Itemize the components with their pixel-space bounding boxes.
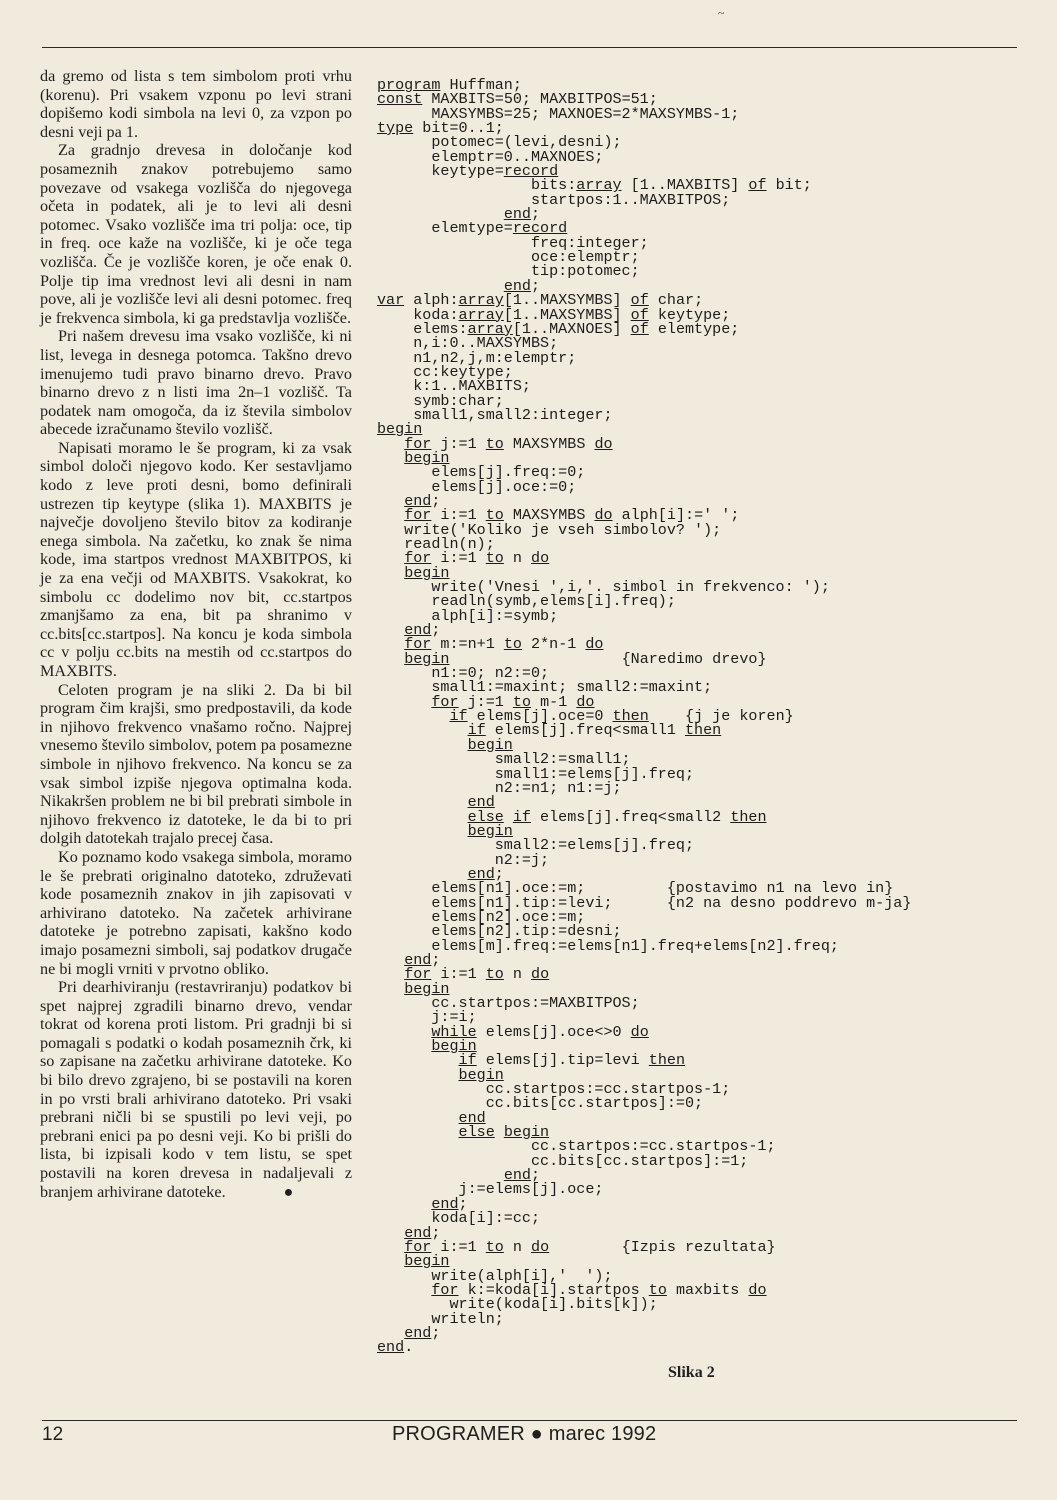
code-keyword: program xyxy=(377,76,441,94)
code-keyword: begin xyxy=(431,1037,477,1056)
code-keyword: end xyxy=(467,864,495,883)
code-keyword: do xyxy=(594,434,613,453)
code-keyword: if xyxy=(449,707,468,726)
code-keyword: do xyxy=(531,549,550,568)
code-keyword: begin xyxy=(467,735,513,754)
pascal-code-listing: program Huffman; const MAXBITS=50; MAXBITPOS=51; MAXSYMBS=25; MAXNOES=2*MAXSYMBS-1; type bit=0..1; potomec=(levi,desni); elemptr=0..MAXNOES; keytype=record bits:array [1..MAXBITS] of bit; startpos:1..MAXBITPOS; end; elemtype=record freq:integer; oce:elemptr; tip:potomec; end; var alph:array[1..MAXSYMBS] of char; koda:array[1..MAXSYMBS] of keytype; elems:array[1..MAXNOES] of elemtype; n,i:0..MAXSYMBS; n1,n2,j,m:elemptr; cc:keytype; k:1..MAXBITS; symb:char; small1,small2:integer; begin for j:=1 to MAXSYMBS do begin elems[j].freq:=0; elems[j].oce:=0; end; for i:=1 to MAXSYMBS do alph[i]:=' '; write('Koliko je vseh simbolov? '); readln(n); for i:=1 to n do begin write('Vnesi ',i,'. simbol in frekvenco: '); readln(symb,elems[i].freq); alph[i]:=symb; end; for m:=n+1 to 2*n-1 do begin {Naredimo drevo} n1:=0; n2:=0; small1:=maxint; small2:=maxint; for j:=1 to m-1 do if elems[j].oce=0 then {j je koren} if elems[j].freq<small1 then begin small2:=small1; small1:=elems[j].freq; n2:=n1; n1:=j; end else if elems[j].freq<small2 then begin small2:=elems[j].freq; n2:=j; end; elems[n1].oce:=m; {postavimo n1 na levo in} elems[n1].tip:=levi; {n2 na desno poddrevo m-ja} elems[n2].oce:=m; elems[n2].tip:=desni; elems[m].freq:=elems[n1].freq+elems[n2].freq; end; for i:=1 to n do begin cc.startpos:=MAXBITPOS; j:=i; while elems[j].oce<>0 do begin if elems[j].tip=levi then begin cc.startpos:=cc.startpos-1; cc.bits[cc.startpos]:=0; end else begin cc.startpos:=cc.startpos-1; cc.bits[cc.startpos]:=1; end; j:=elems[j].oce; end; koda[i]:=cc; end; for i:=1 to n do {Izpis rezultata} begin write(alph[i],' '); for k:=koda[i].startpos to maxbits do write(koda[i].bits[k]); writeln; end; end. xyxy=(377,76,912,1357)
paragraph-5: Celoten program je na sliki 2. Da bi bil program čim krajši, smo predpostavili, da kode in njihovo frekvenco vnašamo ročno. Najprej vnesemo število simbolov, potem pa posamezne simbole in njihovo frekvenco. Na koncu se za vsak simbol izpiše njegova optimalna koda. Nikakršen problem ne bi bil prebrati simbole in njihovo frekvenco iz datoteke, le da bi to pri dolgih datotekah trajalo precej časa. xyxy=(40,680,352,848)
code-keyword: array xyxy=(467,319,513,338)
code-keyword: end xyxy=(404,1223,432,1242)
code-keyword: for xyxy=(404,434,432,453)
code-keyword: of xyxy=(748,176,767,195)
code-keyword: begin xyxy=(467,821,513,840)
code-keyword: to xyxy=(485,434,504,453)
code-keyword: then xyxy=(612,707,649,726)
code-keyword: end xyxy=(404,621,432,640)
code-keyword: begin xyxy=(377,420,423,439)
code-keyword: do xyxy=(594,506,613,525)
code-keyword: array xyxy=(576,176,622,195)
code-keyword: type xyxy=(377,119,414,138)
paragraph-7-text: Pri dearhiviranju (restavriranju) podatkov bi spet najprej zgradili binarno drevo, vendar tokrat od korena proti listom. Pri gradnji bi si pomagali s podatki o kodah posameznih črk, ki so zapisane na začetku arhivirane datoteke. Ko bi bilo drevo zgrajeno, bi se postavili na koren in po vrsti brali arhivirano datoteko. Pri vsaki prebrani ničli bi se spustili po levi veji, po prebrani enici pa po desni veji. Ko bi prišli do lista, bi izpisali kodo v tem listu, se spet postavili na koren drevesa in nadaljevali z branjem arhivirane datoteke. xyxy=(40,978,352,1201)
code-keyword: then xyxy=(684,721,722,740)
magazine-footer: PROGRAMER ● marec 1992 xyxy=(392,1423,657,1445)
code-keyword: for xyxy=(431,1280,459,1299)
header-rule xyxy=(42,47,1017,48)
code-keyword: do xyxy=(630,1022,649,1041)
code-keyword: const xyxy=(377,90,423,109)
code-keyword: begin xyxy=(404,448,450,467)
code-keyword: begin xyxy=(458,1065,504,1084)
code-keyword: to xyxy=(485,506,504,525)
code-keyword: record xyxy=(503,162,559,181)
code-keyword: for xyxy=(404,1237,432,1256)
code-keyword: end xyxy=(404,950,432,969)
code-keyword: begin xyxy=(404,563,450,582)
code-keyword: for xyxy=(431,692,459,711)
code-keyword: begin xyxy=(404,649,450,668)
code-keyword: end xyxy=(404,1323,432,1342)
code-keyword: else xyxy=(467,807,504,826)
code-keyword: record xyxy=(512,219,568,238)
page-number: 12 xyxy=(42,1424,64,1445)
paragraph-7 xyxy=(40,978,352,1202)
paragraph-1: da gremo od lista s tem simbolom proti vrhu (korenu). Pri vsakem vzponu po levi strani dopišemo kodi simbola na levi 0, za vzpon po desni veji pa 1. xyxy=(40,67,352,141)
code-keyword: end xyxy=(467,793,495,812)
code-keyword: then xyxy=(730,807,767,826)
code-keyword: else xyxy=(458,1123,495,1142)
code-keyword: begin xyxy=(503,1123,550,1142)
code-keyword: to xyxy=(485,549,504,568)
code-keyword: of xyxy=(630,319,649,338)
code-keyword: to xyxy=(485,965,504,984)
code-keyword: while xyxy=(431,1022,477,1041)
paragraph-4: Napisati moramo le še program, ki za vsak simbol določi njegovo kodo. Ker sestavljamo kodo z leve proti desni, bomo definirali ustrezen tip keytype (slika 1). MAXBITS je največje dovoljeno število bitov za kodiranje enega simbola. Na začetku, ko znak še nima kode, ima startpos vrednost MAXBITPOS, ki je za ena večji od MAXBITS. Vsakokrat, ko simbolu cc dodelimo nov bit, cc.startpos zmanjšamo za ena, bit pa shranimo v cc.bits[cc.startpos]. Na koncu je koda simbola cc v polju cc.bits na mestih od cc.startpos do MAXBITS. xyxy=(40,438,352,680)
code-keyword: to xyxy=(648,1280,667,1299)
code-keyword: end xyxy=(458,1108,486,1127)
code-keyword: to xyxy=(512,692,532,711)
code-keyword: do xyxy=(576,692,595,711)
paragraph-2: Za gradnjo drevesa in določanje kod posameznih znakov potrebujemo samo povezave od vsakega vozlišča do njegovega očeta in podatek, ali je to levi ali desni potomec. Vsako vozlišče ima tri polja: oce, tip in freq. oce kaže na vozlišče, ki je oče tega vozlišča. Če je vozlišče koren, je oče enak 0. Polje tip ima vrednost levi ali desni in nam pove, ali je vozlišče levi ali desni potomec. freq je frekvenca simbola, ki ga predstavlja vozlišče. xyxy=(40,141,352,327)
code-keyword: for xyxy=(404,506,432,525)
code-keyword: then xyxy=(648,1051,685,1070)
footer-rule xyxy=(42,1420,1017,1421)
code-keyword: of xyxy=(630,291,649,310)
figure-caption: Slika 2 xyxy=(668,1364,715,1381)
end-of-article-bullet: ● xyxy=(283,1183,294,1201)
code-keyword: begin xyxy=(404,1252,450,1271)
code-keyword: end xyxy=(503,205,531,224)
code-keyword: for xyxy=(404,635,432,654)
code-keyword: if xyxy=(458,1051,477,1070)
code-keyword: to xyxy=(503,635,522,654)
code-keyword: for xyxy=(404,965,432,984)
code-keyword: begin xyxy=(404,979,450,998)
code-keyword: end xyxy=(503,1166,531,1185)
code-keyword: for xyxy=(404,549,432,568)
paragraph-6: Ko poznamo kodo vsakega simbola, moramo le še prebrati originalno datoteko, združevati kode posameznih znakov in jih zapisovati v arhivirano datoteko. Na začetek arhivirane datoteke je potrebno zapisati, kakšno kodo imajo posamezni simboli, saj podatkov drugače ne bi mogli vrniti v prvotno obliko. xyxy=(40,847,352,978)
code-keyword: do xyxy=(585,635,604,654)
code-keyword: end xyxy=(377,1338,405,1357)
code-keyword: end xyxy=(404,491,432,510)
code-keyword: end xyxy=(503,276,531,295)
code-keyword: var xyxy=(377,291,405,310)
code-keyword: do xyxy=(531,965,550,984)
paragraph-3: Pri našem drevesu ima vsako vozlišče, ki ni list, levega in desnega potomca. Takšno drevo imenujemo tudi pravo binarno drevo. Pravo binarno drevo z n listi ima 2n–1 vozlišč. Ta podatek nam omogoča, da iz števila simbolov abecede izračunamo število vozlišč. xyxy=(40,327,352,439)
code-keyword: end xyxy=(431,1194,459,1213)
code-keyword: if xyxy=(467,721,486,740)
code-keyword: to xyxy=(485,1237,504,1256)
top-page-mark: ~ xyxy=(718,6,725,20)
article-left-column xyxy=(40,67,352,1202)
code-keyword: array xyxy=(458,291,504,310)
code-keyword: array xyxy=(458,305,504,324)
code-keyword: if xyxy=(512,807,531,826)
code-keyword: do xyxy=(748,1280,767,1299)
code-keyword: of xyxy=(630,305,649,324)
code-keyword: do xyxy=(531,1237,550,1256)
